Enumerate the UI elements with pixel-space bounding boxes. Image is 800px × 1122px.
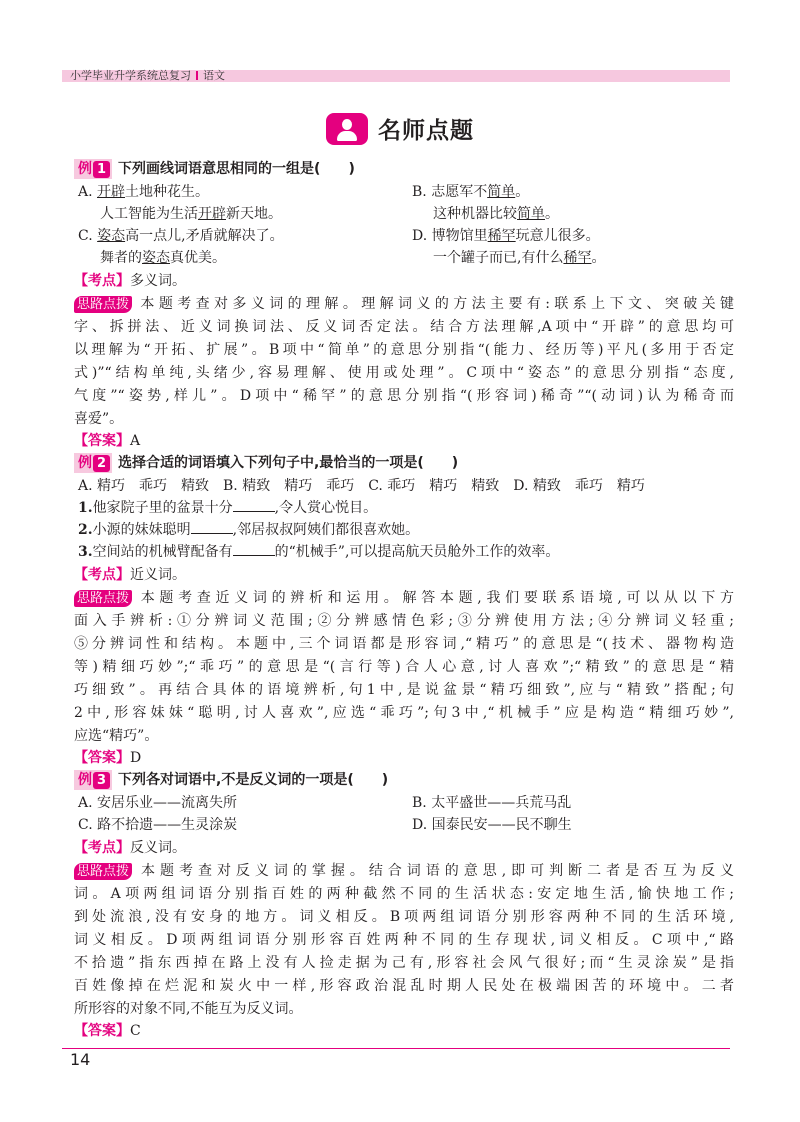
header-separator	[196, 71, 198, 80]
example-1-option-a-line2: 人工智能为生活开辟新天地。	[100, 206, 282, 222]
example-1-option-b-line1: B. 志愿军不简单。	[412, 184, 530, 200]
analysis-line: 词义相反。D项两组词语分别形容百姓两种不同的生存现状,词义相反。C项中,“路	[74, 932, 734, 948]
blank	[233, 497, 275, 512]
silu-badge: 思路点拨	[74, 590, 132, 607]
silu-badge: 思路点拨	[74, 863, 132, 880]
example-3-option-c: C. 路不拾遗——生灵涂炭	[78, 817, 238, 833]
example-1-option-d-line1: D. 博物馆里稀罕玩意儿很多。	[412, 228, 600, 244]
analysis-line: 气度”“姿势,样儿”。D项中“稀罕”的意思分别指“(形容词)稀奇”“(动词)认为稀奇而	[74, 388, 734, 404]
example-3-option-a: A. 安居乐业——流离失所	[78, 795, 238, 811]
example-1-question: 下列画线词语意思相同的一组是( )	[118, 161, 355, 177]
example-badge: 例 2	[74, 453, 112, 473]
book-title: 小学毕业升学系统总复习	[70, 69, 191, 82]
example-1-option-d-line2: 一个罐子而已,有什么稀罕。	[433, 250, 606, 266]
running-header	[70, 68, 225, 84]
example-1-kaodian: 【考点】多义词。	[74, 273, 186, 289]
example-1-answer: 【答案】A	[74, 433, 141, 449]
analysis-line: 词。A项两组词语分别指百姓的两种截然不同的生活状态:安定地生活,愉快地工作;	[74, 886, 734, 902]
example-1-option-c-line1: C. 姿态高一点儿,矛盾就解决了。	[78, 228, 284, 244]
example-1-option-c-line2: 舞者的姿态真优美。	[100, 250, 226, 266]
example-3-question: 下列各对词语中,不是反义词的一项是( )	[118, 772, 389, 788]
silu-badge: 思路点拨	[74, 296, 132, 313]
example-2-sentence-2: 2.小源的妹妹聪明 ,邻居叔叔阿姨们都很喜欢她。	[78, 519, 738, 541]
analysis-line: 思路点拨 本题考查对反义词的掌握。结合词语的意思,即可判断二者是否互为反义	[74, 860, 734, 882]
example-2-kaodian: 【考点】近义词。	[74, 567, 186, 583]
example-2-question: 选择合适的词语填入下列句子中,最恰当的一项是( )	[118, 455, 459, 471]
footer-rule	[62, 1048, 730, 1049]
analysis-line: 思路点拨 本题考查近义词的辨析和运用。解答本题,我们要联系语境,可以从以下方	[74, 587, 734, 609]
example-3-answer: 【答案】C	[74, 1023, 141, 1039]
example-3-option-b: B. 太平盛世——兵荒马乱	[412, 795, 572, 811]
example-2-heading	[74, 452, 734, 474]
page-number: 14	[70, 1050, 91, 1069]
example-2-options: A. 精巧 乖巧 精致 B. 精致 精巧 乖巧 C. 乖巧 精巧 精致 D. 精致 乖巧 精巧	[78, 478, 645, 494]
example-1-heading	[74, 158, 734, 180]
teacher-icon	[326, 113, 368, 145]
analysis-line: 喜爱”。	[74, 411, 124, 427]
example-2-sentence-1: 1.他家院子里的盆景十分 ,令人赏心悦目。	[78, 497, 738, 519]
analysis-line: 字、拆拼法、近义词换词法、反义词否定法。结合方法理解,A项中“开辟”的意思均可	[74, 319, 734, 335]
example-3-option-d: D. 国泰民安——民不聊生	[412, 817, 572, 833]
analysis-line: 应选“精巧”。	[74, 728, 159, 744]
section-heading	[0, 112, 800, 145]
analysis-line: 面入手辨析:①分辨词义范围;②分辨感情色彩;③分辨使用方法;④分辨词义轻重;	[74, 613, 734, 629]
analysis-line: 式)”“结构单纯,头绪少,容易理解、使用或处理”。C项中“姿态”的意思分别指“态度,	[74, 365, 734, 381]
analysis-line: 不拾遗”指东西掉在路上没有人捡走据为己有,形容社会风气很好;而“生灵涂炭”是指	[74, 955, 734, 971]
analysis-line: 百姓像掉在烂泥和炭火中一样,形容政治混乱时期人民处在极端困苦的环境中。二者	[74, 978, 734, 994]
analysis-line: 到处流浪,没有安身的地方。词义相反。B项两组词语分别形容两种不同的生活环境,	[74, 909, 734, 925]
example-1-option-b-line2: 这种机器比较简单。	[433, 206, 559, 222]
blank	[233, 541, 275, 556]
example-1-option-a-line1: A. 开辟土地种花生。	[78, 184, 210, 200]
analysis-line: 以理解为“开拓、扩展”。B项中“简单”的意思分别指“(能力、经历等)平凡(多用于否定	[74, 342, 734, 358]
analysis-line: 思路点拨 本题考查对多义词的理解。理解词义的方法主要有:联系上下文、突破关键	[74, 293, 734, 315]
analysis-line: 所形容的对象不同,不能互为反义词。	[74, 1001, 303, 1017]
analysis-line: 等)精细巧妙”;“乖巧”的意思是“(言行等)合人心意,讨人喜欢”;“精致”的意思是“精	[74, 659, 734, 675]
analysis-line: 巧细致”。再结合具体的语境辨析,句1中,是说盆景“精巧细致”,应与“精致”搭配;句	[74, 682, 734, 698]
example-2-answer: 【答案】D	[74, 750, 142, 766]
example-badge: 例 1	[74, 159, 112, 179]
analysis-line: ⑤分辨词性和结构。本题中,三个词语都是形容词,“精巧”的意思是“(技术、器物构造	[74, 636, 734, 652]
example-badge: 例 3	[74, 770, 112, 790]
example-2-sentence-3: 3.空间站的机械臂配备有 的“机械手”,可以提高航天员舱外工作的效率。	[78, 541, 738, 563]
example-3-kaodian: 【考点】反义词。	[74, 840, 186, 856]
section-title: 名师点题	[378, 118, 474, 144]
blank	[191, 519, 233, 534]
analysis-line: 2中,形容妹妹“聪明,讨人喜欢”,应选“乖巧”;句3中,“机械手”应是构造“精细巧妙”,	[74, 705, 734, 721]
example-3-heading	[74, 769, 734, 791]
subject-label: 语文	[203, 69, 225, 82]
